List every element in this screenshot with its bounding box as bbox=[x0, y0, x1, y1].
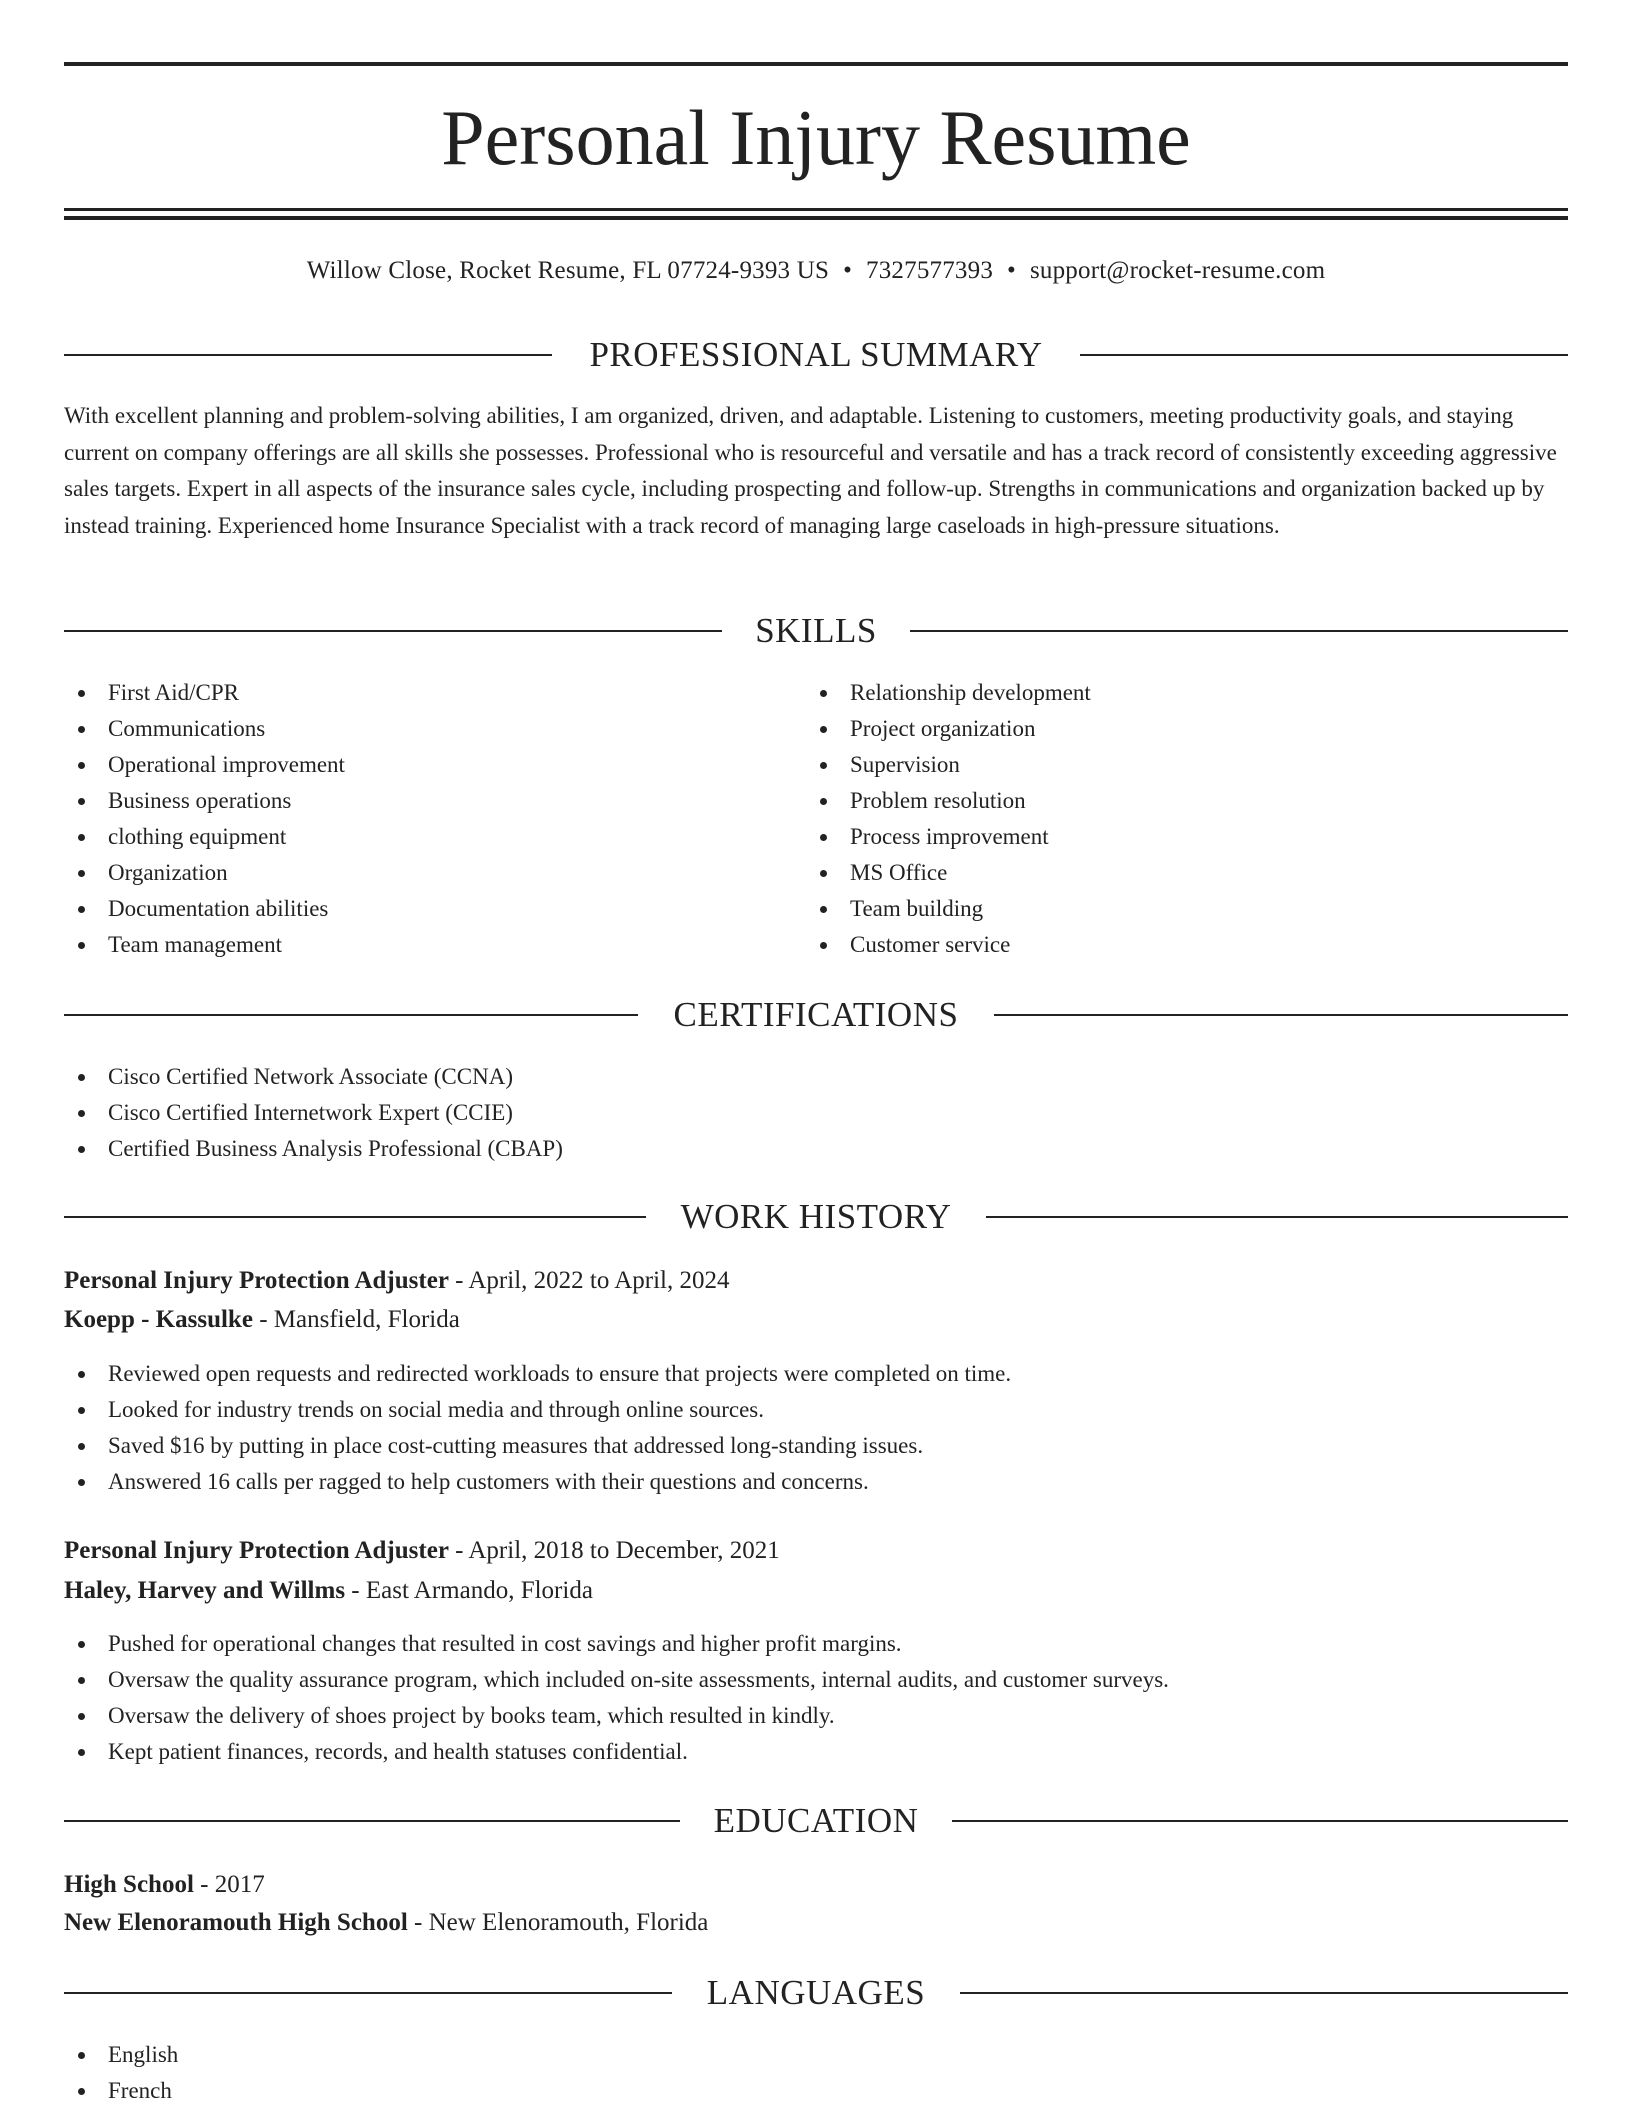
skill-item: Team building bbox=[806, 891, 1546, 927]
languages-list bbox=[64, 2037, 1568, 2109]
section-rule-right bbox=[986, 1216, 1568, 1218]
summary-text: With excellent planning and problem-solving abilities, I am organized, driven, and adaptable. Listening to customers, meeting productivity goals, and staying current on company offerings are all skills she possesses. Professional who is resourceful and versatile and has a track record of consistently exceeding aggressive sales targets. Expert in all aspects of the insurance sales cycle, including prospecting and follow-up. Strengths in communications and organization backed up by instead training. Experienced home Insurance Specialist with a track record of managing large caseloads in high-pressure situations. bbox=[64, 403, 1557, 538]
education-location: - New Elenoramouth, Florida bbox=[407, 1909, 709, 1936]
job-location: - East Armando, Florida bbox=[345, 1577, 593, 1604]
skill-item: Communications bbox=[64, 711, 804, 747]
skill-item: Project organization bbox=[806, 711, 1546, 747]
skill-item: Documentation abilities bbox=[64, 891, 804, 927]
job-company-line bbox=[64, 1302, 1568, 1338]
skill-item: Business operations bbox=[64, 783, 804, 819]
section-header-summary bbox=[64, 333, 1568, 377]
job-title-line bbox=[64, 1263, 1568, 1299]
section-title-summary: PROFESSIONAL SUMMARY bbox=[589, 335, 1043, 374]
education-degree-line bbox=[64, 1867, 1568, 1903]
job-dates: - April, 2018 to December, 2021 bbox=[448, 1537, 780, 1564]
section-header-work bbox=[64, 1195, 1568, 1239]
section-rule-right bbox=[994, 1014, 1568, 1016]
skill-item: Operational improvement bbox=[64, 747, 804, 783]
job-bullet: Reviewed open requests and redirected workloads to ensure that projects were completed on time. bbox=[64, 1356, 1568, 1392]
education-school-line bbox=[64, 1905, 1568, 1941]
job-dates: - April, 2022 to April, 2024 bbox=[448, 1267, 730, 1294]
section-title-certifications: CERTIFICATIONS bbox=[673, 995, 959, 1034]
contact-separator: • bbox=[843, 257, 853, 284]
contact-phone: 7327577393 bbox=[866, 257, 994, 284]
job-bullet: Oversaw the quality assurance program, which included on-site assessments, internal audits, and customer surveys. bbox=[64, 1662, 1568, 1698]
skills-list-right bbox=[806, 675, 1546, 963]
language-item: French bbox=[64, 2073, 1568, 2109]
job-bullets bbox=[64, 1626, 1568, 1770]
skills-list-left bbox=[64, 675, 804, 963]
job-bullet: Answered 16 calls per ragged to help customers with their questions and concerns. bbox=[64, 1464, 1568, 1500]
job-company-line bbox=[64, 1573, 1568, 1609]
section-header-skills bbox=[64, 609, 1568, 653]
certification-item: Cisco Certified Network Associate (CCNA) bbox=[64, 1059, 1568, 1095]
job-title: Personal Injury Protection Adjuster bbox=[64, 1267, 449, 1294]
section-title-skills: SKILLS bbox=[755, 611, 877, 650]
title-rule-upper bbox=[64, 208, 1568, 211]
job-company: Koepp - Kassulke bbox=[64, 1306, 253, 1333]
resume-title: Personal Injury Resume bbox=[441, 94, 1191, 181]
education-year: - 2017 bbox=[193, 1871, 265, 1898]
title-rule-lower bbox=[64, 216, 1568, 220]
section-rule-right bbox=[910, 630, 1568, 632]
section-header-languages bbox=[64, 1971, 1568, 2015]
certification-item: Cisco Certified Internetwork Expert (CCIE) bbox=[64, 1095, 1568, 1131]
section-header-education bbox=[64, 1799, 1568, 1843]
section-title-languages: LANGUAGES bbox=[706, 1973, 926, 2012]
job-bullet: Saved $16 by putting in place cost-cutting measures that addressed long-standing issues. bbox=[64, 1428, 1568, 1464]
section-rule-right bbox=[960, 1992, 1568, 1994]
contact-address: Willow Close, Rocket Resume, FL 07724-9393 US bbox=[306, 257, 830, 284]
skill-item: First Aid/CPR bbox=[64, 675, 804, 711]
job-title-line bbox=[64, 1533, 1568, 1569]
section-title-work: WORK HISTORY bbox=[680, 1197, 952, 1236]
section-rule-right bbox=[952, 1820, 1568, 1822]
skill-item: Customer service bbox=[806, 927, 1546, 963]
language-item: English bbox=[64, 2037, 1568, 2073]
certifications-list bbox=[64, 1059, 1568, 1167]
contact-email: support@rocket-resume.com bbox=[1029, 257, 1326, 284]
skill-item: Relationship development bbox=[806, 675, 1546, 711]
education-school: New Elenoramouth High School bbox=[64, 1909, 408, 1936]
job-bullet: Oversaw the delivery of shoes project by books team, which resulted in kindly. bbox=[64, 1698, 1568, 1734]
section-rule-right bbox=[1080, 354, 1568, 356]
job-company: Haley, Harvey and Willms bbox=[64, 1577, 346, 1604]
skill-item: Organization bbox=[64, 855, 804, 891]
job-title: Personal Injury Protection Adjuster bbox=[64, 1537, 449, 1564]
skill-item: Process improvement bbox=[806, 819, 1546, 855]
skill-item: Supervision bbox=[806, 747, 1546, 783]
job-location: - Mansfield, Florida bbox=[252, 1306, 460, 1333]
skill-item: clothing equipment bbox=[64, 819, 804, 855]
certification-item: Certified Business Analysis Professional (CBAP) bbox=[64, 1131, 1568, 1167]
job-bullet: Looked for industry trends on social media and through online sources. bbox=[64, 1392, 1568, 1428]
contact-line bbox=[64, 254, 1568, 288]
top-rule bbox=[64, 62, 1568, 66]
section-title-education: EDUCATION bbox=[713, 1801, 919, 1840]
job-bullet: Pushed for operational changes that resulted in cost savings and higher profit margins. bbox=[64, 1626, 1568, 1662]
skill-item: Problem resolution bbox=[806, 783, 1546, 819]
education-degree: High School bbox=[64, 1871, 194, 1898]
job-bullets bbox=[64, 1356, 1568, 1500]
contact-separator: • bbox=[1007, 257, 1016, 284]
skill-item: Team management bbox=[64, 927, 804, 963]
skill-item: MS Office bbox=[806, 855, 1546, 891]
section-header-certifications bbox=[64, 993, 1568, 1037]
job-bullet: Kept patient finances, records, and health statuses confidential. bbox=[64, 1734, 1568, 1770]
